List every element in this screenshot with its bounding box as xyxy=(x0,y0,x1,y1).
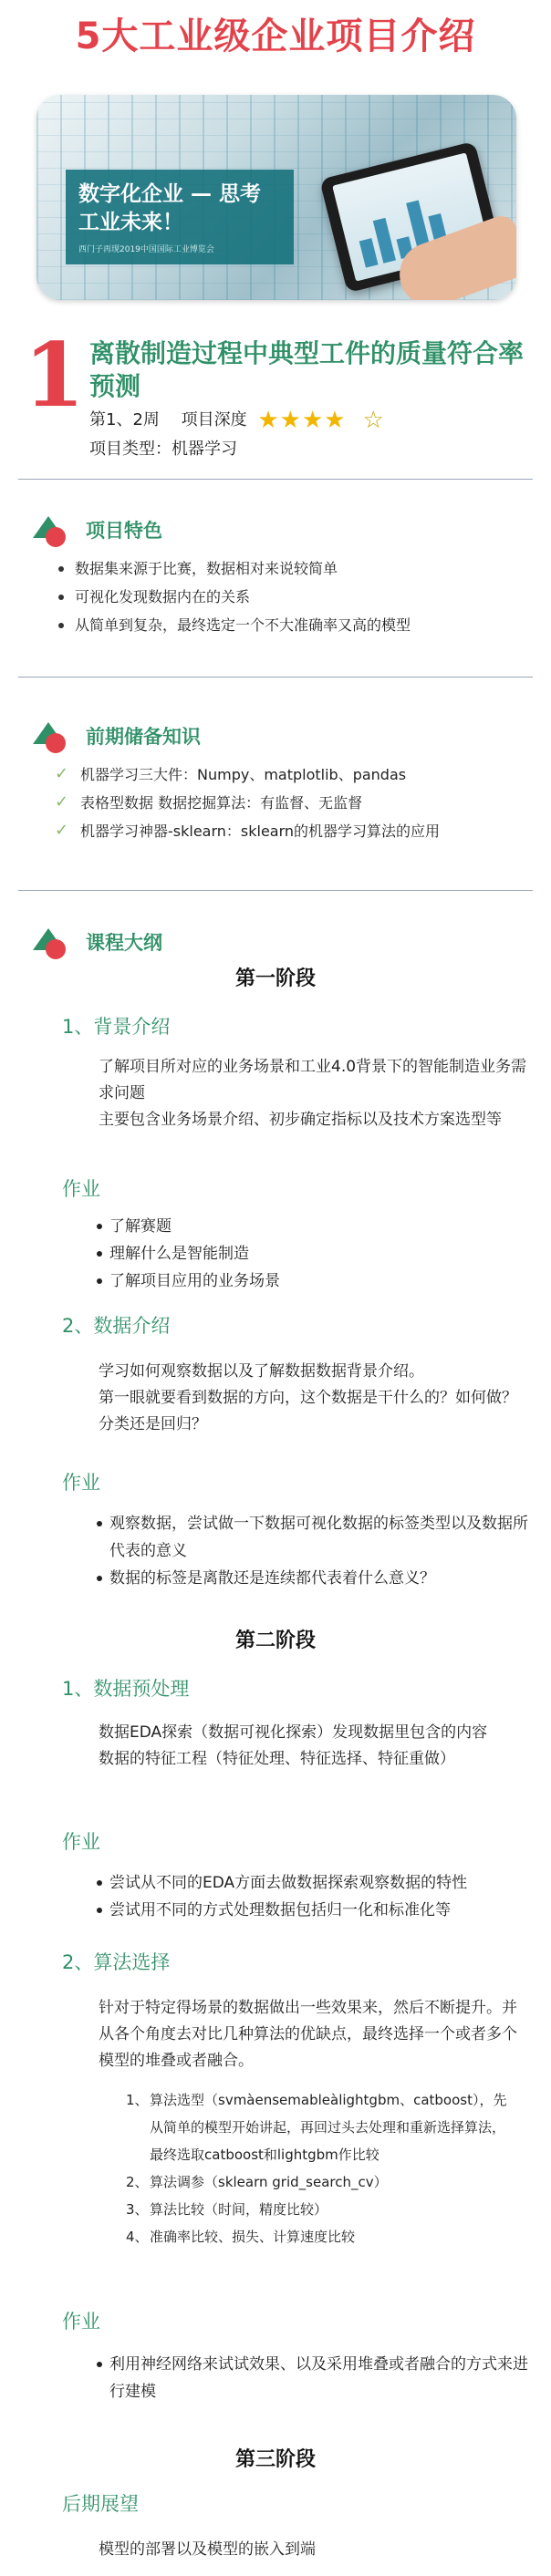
section-icon xyxy=(33,516,66,547)
checkmark-icon: ✓ xyxy=(55,764,69,783)
algorithm-steps xyxy=(126,2086,518,2250)
project-title: 离散制造过程中典型工件的质量符合率预测 xyxy=(89,338,525,401)
outline-title: 课程大纲 xyxy=(86,932,162,954)
features-title: 项目特色 xyxy=(86,520,162,542)
list-item: 了解项目应用的业务场景 xyxy=(97,1267,535,1295)
list-item: 观察数据，尝试做一下数据可视化数据的标签类型以及数据所代表的意义 xyxy=(97,1510,535,1565)
list-item: 1、 算法选型（svmàensemableàlightgbm、catboost），先从简单的模型开始讲起，再回过头去处理和重新选择算法，最终选取catboost和lightgbm作比较 xyxy=(126,2092,507,2163)
homework-list xyxy=(97,1213,535,1295)
divider xyxy=(18,890,533,891)
checkmark-icon: ✓ xyxy=(55,821,69,840)
stage-title: 第一阶段 xyxy=(234,967,316,990)
section-subheading: 1、背景介绍 xyxy=(62,1016,171,1038)
list-item: 从简单到复杂，最终选定一个不大准确率又高的模型 xyxy=(55,611,529,639)
list-item: 数据集来源于比赛，数据相对来说较简单 xyxy=(55,554,529,583)
banner-subline: 西门子再现2019中国国际工业博览会 xyxy=(78,245,214,254)
prereq-title: 前期储备知识 xyxy=(86,726,201,748)
list-item: 数据的标签是离散还是连续都代表着什么意义？ xyxy=(97,1565,535,1592)
screen-bar xyxy=(359,238,379,267)
list-item: ✓ 机器学习神器-sklearn：sklearn的机器学习算法的应用 xyxy=(55,821,441,840)
list-item: 4、 准确率比较、损失、计算速度比较 xyxy=(126,2229,356,2245)
list-item: 尝试从不同的EDA方面去做数据探索观察数据的特性 xyxy=(97,1869,535,1897)
list-item: 了解赛题 xyxy=(97,1213,535,1240)
list-item: 理解什么是智能制造 xyxy=(97,1240,535,1267)
project-type: 项目类型：机器学习 xyxy=(89,440,237,459)
homework-heading: 作业 xyxy=(62,2311,100,2333)
paragraph: 了解项目所对应的业务场景和工业4.0背景下的智能制造业务需求问题 主要包含业务场景介绍、初步确定指标以及技术方案选型等 xyxy=(99,1058,527,1129)
homework-list xyxy=(97,2351,535,2405)
divider xyxy=(18,479,533,480)
features-list xyxy=(55,554,529,639)
list-item: 可视化发现数据内在的关系 xyxy=(55,583,529,611)
checkmark-icon: ✓ xyxy=(55,792,69,812)
section-icon xyxy=(33,722,66,753)
section-subheading: 1、数据预处理 xyxy=(62,1678,190,1700)
paragraph: 模型的部署以及模型的嵌入到端 xyxy=(99,2540,316,2559)
list-item: 3、 算法比较（时间，精度比较） xyxy=(126,2201,328,2218)
prereq-list xyxy=(55,760,547,845)
difficulty-stars xyxy=(257,407,401,434)
stage-title: 第二阶段 xyxy=(234,1629,316,1652)
list-item: 2、 算法调参（sklearn grid_search_cv） xyxy=(126,2174,388,2190)
list-item: ✓ 表格型数据 数据挖掘算法：有监督、无监督 xyxy=(55,792,363,812)
project-duration: 第1、2周 xyxy=(89,410,160,429)
section-subheading: 后期展望 xyxy=(62,2493,139,2515)
section-subheading: 2、算法选择 xyxy=(62,1951,171,1973)
banner-caption xyxy=(66,170,294,264)
stage-title: 第三阶段 xyxy=(234,2448,316,2471)
homework-heading: 作业 xyxy=(62,1178,100,1200)
paragraph: 学习如何观察数据以及了解数据数据背景介绍。 第一眼就要看到数据的方向，这个数据是干什么的？如何做？分类还是回归？ xyxy=(99,1362,517,1433)
homework-list xyxy=(97,1510,535,1592)
list-item: 利用神经网络来试试效果、以及采用堆叠或者融合的方式来进行建模 xyxy=(97,2351,535,2405)
paragraph: 数据EDA探索（数据可视化探索）发现数据里包含的内容 数据的特征工程（特征处理、特征选择、特征重做） xyxy=(99,1723,488,1768)
section-subheading: 2、数据介绍 xyxy=(62,1315,171,1337)
page-title: 5大工业级企业项目介绍 xyxy=(75,16,476,57)
list-item: ✓ 机器学习三大件：Numpy、matplotlib、pandas xyxy=(55,764,407,783)
star-filled-icon: ★★★★ xyxy=(257,407,347,434)
homework-list xyxy=(97,1869,535,1924)
paragraph: 针对于特定得场景的数据做出一些效果来，然后不断提升。并从各个角度去对比几种算法的优缺点，最终选择一个或者多个模型的堆叠或者融合。 xyxy=(99,1999,517,2070)
homework-heading: 作业 xyxy=(62,1472,100,1494)
banner-headline: 数字化企业 — 思考工业未来！ xyxy=(78,182,262,234)
project-difficulty-label: 项目深度 xyxy=(181,410,247,429)
star-empty-icon: ☆ xyxy=(362,407,385,434)
list-item: 尝试用不同的方式处理数据包括归一化和标准化等 xyxy=(97,1897,535,1924)
section-icon xyxy=(33,928,66,959)
project-number: 1 xyxy=(24,324,85,427)
project-meta xyxy=(89,407,418,434)
divider xyxy=(18,677,533,678)
banner-image xyxy=(36,95,516,300)
homework-heading: 作业 xyxy=(62,1831,100,1853)
